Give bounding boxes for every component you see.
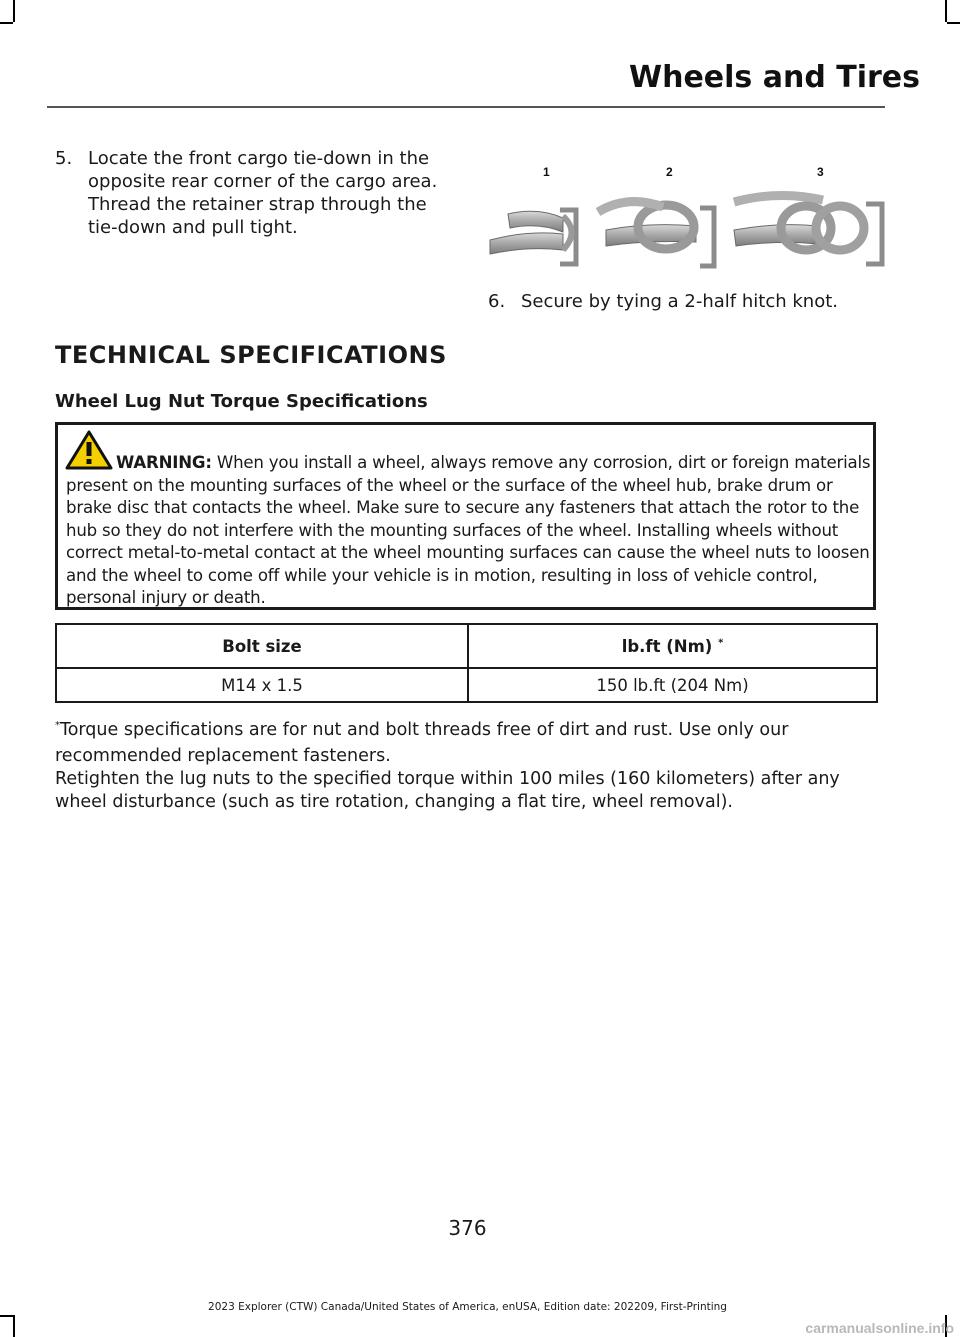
- step-number: 6.: [488, 291, 506, 312]
- hitch-knot-illustration: [488, 152, 886, 277]
- footnote-marker: *: [55, 720, 60, 731]
- crop-mark: [13, 0, 15, 22]
- table-cell: M14 x 1.5: [56, 668, 468, 702]
- crop-mark: [0, 22, 13, 24]
- warning-label: WARNING:: [116, 453, 212, 472]
- torque-spec-table: [55, 623, 878, 703]
- crop-mark: [947, 22, 960, 24]
- column-header: [56, 624, 468, 668]
- knot-step-label: 1: [543, 165, 550, 179]
- knot-step-3-drawing: [734, 195, 882, 264]
- crop-mark: [945, 0, 947, 22]
- footnote-marker: *: [718, 637, 724, 648]
- crop-mark: [0, 1315, 13, 1317]
- column-header-label: lb.ft (Nm): [621, 636, 713, 656]
- crop-mark: [13, 1315, 15, 1337]
- knot-step-label: 3: [817, 165, 824, 179]
- title-divider: [47, 106, 885, 108]
- table-footnote: [55, 713, 885, 769]
- knot-step-2-drawing: [598, 202, 714, 266]
- table-row: [56, 668, 877, 702]
- footer-text: 2023 Explorer (CTW) Canada/United States of America, enUSA, Edition date: 202209, First-Printing: [208, 1301, 727, 1313]
- step-5: [55, 147, 455, 239]
- page-number: 376: [448, 1216, 487, 1240]
- knot-step-label: 2: [666, 165, 673, 179]
- warning-box: [55, 422, 876, 610]
- column-header-label: Bolt size: [222, 636, 302, 656]
- watermark: carmanualsonline.info: [805, 1320, 954, 1336]
- step-text: Locate the front cargo tie-down in the opposite rear corner of the cargo area. Thread the retainer strap through the tie-down and pull tight.: [88, 148, 438, 238]
- subsection-heading: Wheel Lug Nut Torque Specifications: [55, 391, 428, 412]
- step-6: [488, 290, 908, 313]
- section-heading: TECHNICAL SPECIFICATIONS: [55, 341, 447, 369]
- table-cell: 150 lb.ft (204 Nm): [468, 668, 877, 702]
- warning-text: [66, 452, 874, 610]
- step-number: 5.: [55, 148, 73, 169]
- step-text: Secure by tying a 2-half hitch knot.: [521, 291, 838, 312]
- body-paragraph: Retighten the lug nuts to the specified torque within 100 miles (160 kilometers) after any wheel disturbance (such as tire rotation, changing a flat tire, wheel removal).: [55, 769, 840, 812]
- table-header-row: [56, 624, 877, 668]
- footnote-text: Torque specifications are for nut and bolt threads free of dirt and rust. Use only our recommended replacement fasteners.: [55, 719, 789, 766]
- page-title: Wheels and Tires: [629, 60, 920, 95]
- warning-body: When you install a wheel, always remove any corrosion, dirt or foreign materials present on the mounting surfaces of the wheel or the surface of the wheel hub, brake drum or brake disc that contacts the wheel. Make sure to secure any fasteners that attach the rotor to the hub so they do not interfere with the mounting surfaces of the wheel. Installing wheels without correct metal-to-metal contact at the wheel mounting surfaces can cause the wheel nuts to loosen and the wheel to come off while your vehicle is in motion, resulting in loss of vehicle control, personal injury or death.: [66, 453, 871, 607]
- knot-step-1-drawing: [490, 210, 576, 264]
- column-header: [468, 624, 877, 668]
